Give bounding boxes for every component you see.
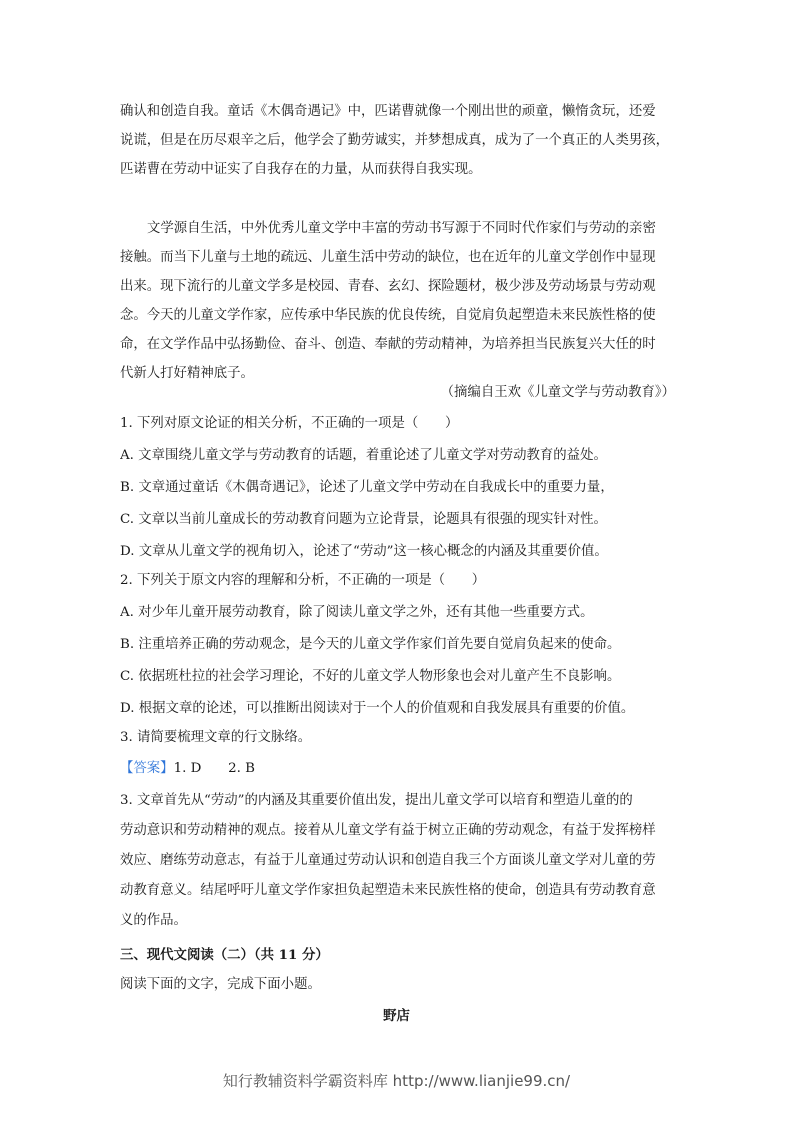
instruction [120, 970, 675, 999]
answer-text: 1. D 2. B [173, 761, 255, 776]
option-b: B. 注重培养正确的劳动观念，是今天的儿童文学作家们首先要自觉肩负起来的使命。 [120, 637, 621, 652]
section-heading [120, 941, 675, 970]
text-line: 念。今天的儿童文学作家，应传承中华民族的优良传统，自觉肩负起塑造未来民族性格的使 [120, 308, 656, 323]
question-3 [120, 723, 675, 752]
text-line: 动教育意义。结尾呼吁儿童文学作家担负起塑造未来民族性格的使命，创造具有劳动教育意 [120, 883, 656, 898]
text-line: 出来。现下流行的儿童文学多是校园、青春、玄幻、探险题材，极少涉及劳动场景与劳动观 [120, 279, 656, 294]
text-line: 文学源自生活，中外优秀儿童文学中丰富的劳动书写源于不同时代作家们与劳动的亲密 [147, 221, 656, 236]
instruction-text: 阅读下面的文字，完成下面小题。 [120, 977, 321, 992]
question-stem: 3. 请简要梳理文章的行文脉络。 [120, 730, 312, 745]
option-d: D. 根据文章的论述，可以推断出阅读对于一个人的价值观和自我发展具有重要的价值。 [120, 701, 635, 716]
paragraph-2 [120, 214, 675, 388]
text-line: 代新人打好精神底子。 [120, 366, 254, 381]
story-title: 野店 [383, 1008, 410, 1024]
option-c: C. 文章以当前儿童成长的劳动教育问题为立论背景，论题具有很强的现实针对性。 [120, 512, 607, 527]
option-b: B. 文章通过童话《木偶奇遇记》，论述了儿童文学中劳动在自我成长中的重要力量， [120, 480, 614, 495]
option-d: D. 文章从儿童文学的视角切入，论述了“劳动”这一核心概念的内涵及其重要价值。 [120, 544, 608, 559]
citation-text: （摘编自王欢《儿童文学与劳动教育》） [440, 385, 675, 400]
text-line: 确认和创造自我。童话《木偶奇遇记》中，匹诺曹就像一个刚出世的顽童，懒惰贪玩，还爱 [120, 104, 656, 119]
section-title: 三、现代文阅读（二）（共 11 分） [120, 947, 329, 963]
text-line: 命，在文学作品中弘扬勤俭、奋斗、创造、奉献的劳动精神，为培养担当民族复兴大任的时 [120, 337, 656, 352]
option-c: C. 依据班杜拉的社会学习理论，不好的儿童文学人物形象也会对儿童产生不良影响。 [120, 669, 621, 684]
text-line: 劳动意识和劳动精神的观点。接着从儿童文学有益于树立正确的劳动观念，有益于发挥榜样 [120, 823, 656, 838]
footer-watermark: 知行教辅资料学霸资料库 http://www.lianjie99.cn/ [222, 1072, 571, 1090]
text-line: 说谎，但是在历尽艰辛之后，他学会了勤劳诚实，并梦想成真，成为了一个真正的人类男孩， [120, 133, 670, 148]
text-line: 效应、磨练劳动意志，有益于儿童通过劳动认识和创造自我三个方面谈儿童文学对儿童的劳 [120, 853, 656, 868]
text-line: 匹诺曹在劳动中证实了自我存在的力量，从而获得自我实现。 [120, 162, 482, 177]
option-a: A. 文章围绕儿童文学与劳动教育的话题，着重论述了儿童文学对劳动教育的益处。 [120, 448, 607, 463]
source-citation [120, 378, 675, 407]
answer-3 [120, 786, 675, 936]
text-line: 接触。而当下儿童与土地的疏远、儿童生活中劳动的缺位，也在近年的儿童文学创作中显现 [120, 250, 656, 265]
paragraph-1 [120, 97, 675, 184]
question-stem: 1. 下列对原文论证的相关分析，不正确的一项是（ ） [120, 416, 459, 431]
question-1 [120, 409, 675, 566]
option-a: A. 对少年儿童开展劳动教育，除了阅读儿童文学之外，还有其他一些重要方式。 [120, 605, 594, 620]
text-line: 3. 文章首先从“劳动”的内涵及其重要价值出发，提出儿童文学可以培育和塑造儿童的的 [120, 793, 633, 808]
text-line: 义的作品。 [120, 913, 187, 928]
question-stem: 2. 下列关于原文内容的理解和分析，不正确的一项是（ ） [120, 573, 486, 588]
answer-block [120, 754, 675, 783]
answer-line [120, 754, 675, 783]
answer-tag: 【答案】 [120, 761, 174, 776]
question-2 [120, 566, 675, 723]
